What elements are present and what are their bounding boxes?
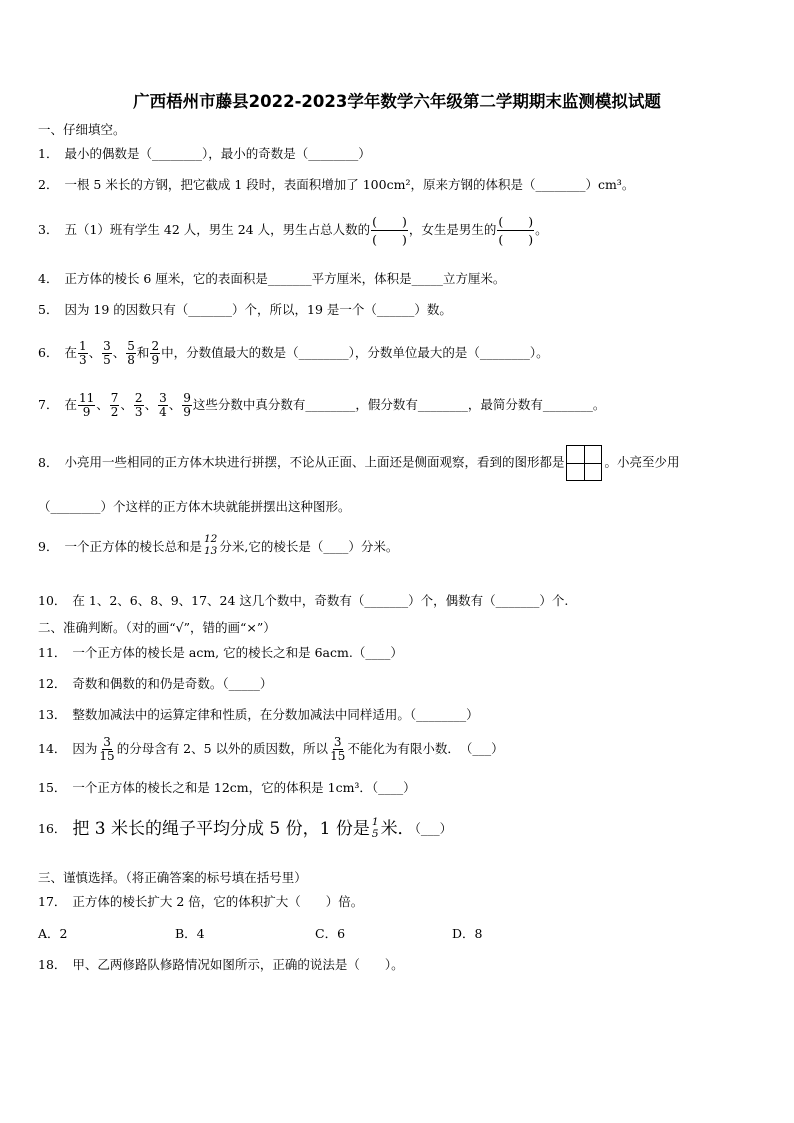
question-number: 6． bbox=[38, 345, 59, 360]
fraction-denominator: 3 bbox=[78, 353, 87, 367]
fraction bbox=[126, 340, 136, 367]
fraction-numerator: 3 bbox=[159, 391, 167, 405]
fraction-denominator: ( ) bbox=[498, 232, 534, 247]
fraction-numerator: 3 bbox=[333, 735, 342, 749]
question-number: 1． bbox=[38, 146, 59, 161]
fraction bbox=[78, 340, 88, 367]
fraction-numerator: 3 bbox=[103, 339, 111, 353]
section-2-heading: 二、准确判断。（对的画“√”，错的画“×”） bbox=[38, 620, 276, 635]
fraction-denominator: 15 bbox=[330, 749, 346, 763]
option-d[interactable]: D．8 bbox=[452, 926, 483, 941]
question-16 bbox=[38, 816, 452, 840]
question-17 bbox=[38, 893, 363, 911]
question-text: 把 3 米长的绳子平均分成 5 份，1 份是 bbox=[72, 819, 370, 839]
option-c[interactable]: C．6 bbox=[315, 926, 346, 941]
question-text: 一个正方体的棱长是 acm, 它的棱长之和是 6acm.（____） bbox=[72, 645, 403, 660]
question-text: （________）个这样的正方体木块就能拼摆出这种图形。 bbox=[38, 499, 351, 514]
question-text: 在 1、2、6、8、9、17、24 这几个数中，奇数有（_______）个，偶数有（_______）个. bbox=[72, 593, 569, 608]
question-number: 14． bbox=[38, 741, 67, 756]
separator: 、 bbox=[120, 397, 133, 412]
question-10 bbox=[38, 592, 568, 610]
fraction-denominator: 13 bbox=[203, 545, 218, 557]
question-number: 11． bbox=[38, 645, 67, 660]
question-11 bbox=[38, 644, 403, 662]
option-a[interactable]: A．2 bbox=[38, 926, 68, 941]
question-3 bbox=[38, 213, 548, 248]
question-12 bbox=[38, 675, 272, 693]
question-4 bbox=[38, 270, 505, 288]
square-grid-figure-icon bbox=[566, 445, 602, 481]
question-5 bbox=[38, 301, 452, 319]
fraction bbox=[329, 736, 346, 763]
blank-fraction bbox=[371, 213, 408, 248]
question-13 bbox=[38, 706, 479, 724]
question-8-continued bbox=[38, 498, 351, 516]
fraction-denominator: 15 bbox=[99, 749, 115, 763]
fraction bbox=[134, 392, 144, 419]
separator: 、 bbox=[88, 345, 102, 360]
fraction-numerator: 1 bbox=[78, 339, 87, 353]
fraction-numerator: 2 bbox=[134, 391, 143, 405]
section-3-heading: 三、谨慎选择。（将正确答案的标号填在括号里） bbox=[38, 870, 307, 885]
fraction-denominator: 2 bbox=[110, 405, 119, 419]
question-text: 。小亮至少用 bbox=[604, 454, 680, 470]
page-title: 广西梧州市藤县2022-2023学年数学六年级第二学期期末监测模拟试题 bbox=[133, 92, 661, 111]
separator: 、 bbox=[168, 397, 182, 412]
question-text: 的分母含有 2、5 以外的质因数，所以 bbox=[116, 741, 329, 756]
fraction-denominator: 9 bbox=[183, 405, 191, 419]
separator: 和 bbox=[136, 345, 150, 360]
question-text: 因为 bbox=[72, 741, 98, 756]
fraction-numerator: ( ) bbox=[498, 214, 534, 229]
question-1 bbox=[38, 145, 371, 163]
fraction bbox=[150, 340, 160, 367]
question-text: 米． bbox=[380, 819, 415, 839]
fraction-numerator: 5 bbox=[127, 339, 135, 353]
fraction bbox=[182, 392, 192, 419]
fraction-denominator: 5 bbox=[371, 828, 379, 840]
fraction-numerator: 3 bbox=[103, 735, 111, 749]
question-text: 奇数和偶数的和仍是奇数。（_____） bbox=[72, 676, 273, 691]
fraction-denominator: 9 bbox=[151, 353, 160, 367]
question-15 bbox=[38, 779, 416, 797]
fraction-numerator: ( ) bbox=[372, 214, 407, 229]
fraction bbox=[78, 392, 95, 419]
fraction-denominator: 4 bbox=[159, 405, 167, 419]
question-text: 正方体的棱长 6 厘米，它的表面积是_______平方厘米，体积是_____立方厘米。 bbox=[64, 271, 506, 286]
fraction-numerator: 7 bbox=[110, 391, 119, 405]
question-number: 16． bbox=[38, 821, 67, 836]
question-number: 18． bbox=[38, 957, 67, 972]
separator: 、 bbox=[112, 345, 126, 360]
question-text: 最小的偶数是（________），最小的奇数是（________） bbox=[64, 146, 371, 161]
fraction bbox=[371, 816, 380, 840]
question-text: 在 bbox=[64, 345, 77, 360]
question-text: 中，分数值最大的数是（________），分数单位最大的是（________）。 bbox=[161, 345, 549, 360]
fraction-numerator: 11 bbox=[78, 391, 95, 405]
question-number: 4． bbox=[38, 271, 59, 286]
question-text: ，女生是男生的 bbox=[408, 222, 497, 237]
fraction-denominator: 9 bbox=[82, 405, 91, 419]
question-9 bbox=[38, 533, 398, 557]
question-number: 2． bbox=[38, 177, 59, 192]
question-text: 分米,它的棱长是（____）分米。 bbox=[219, 539, 399, 554]
fraction-denominator: 8 bbox=[127, 353, 135, 367]
answer-blank: （___） bbox=[414, 821, 453, 836]
question-number: 5． bbox=[38, 302, 59, 317]
question-text: 一根 5 米长的方钢，把它截成 1 段时，表面积增加了 100cm²，原来方钢的体积是（________）cm³。 bbox=[64, 177, 635, 192]
question-text: 。 bbox=[535, 222, 548, 237]
fraction-denominator: 5 bbox=[103, 353, 111, 367]
fraction bbox=[102, 340, 112, 367]
question-text: 整数加减法中的运算定律和性质，在分数加减法中同样适用。（________） bbox=[72, 707, 479, 722]
question-text: 一个正方体的棱长之和是 12cm，它的体积是 1cm³．（____） bbox=[72, 780, 416, 795]
question-text: 不能化为有限小数． （___） bbox=[347, 741, 504, 756]
question-number: 7． bbox=[38, 397, 59, 412]
fraction bbox=[98, 736, 115, 763]
fraction bbox=[158, 392, 168, 419]
question-text: 五（1）班有学生 42 人，男生 24 人，男生占总人数的 bbox=[64, 222, 371, 237]
section-1-heading: 一、仔细填空。 bbox=[38, 122, 126, 137]
fraction-denominator: ( ) bbox=[372, 232, 407, 247]
question-8 bbox=[38, 445, 679, 481]
question-7 bbox=[38, 392, 605, 419]
question-text: 小亮用一些相同的正方体木块进行拼摆，不论从正面、上面还是侧面观察，看到的图形都是 bbox=[64, 454, 565, 470]
option-b[interactable]: B．4 bbox=[175, 926, 205, 941]
question-6 bbox=[38, 340, 549, 367]
question-text: 在 bbox=[64, 397, 77, 412]
fraction-denominator: 3 bbox=[134, 405, 143, 419]
fraction-numerator: 1 bbox=[371, 816, 379, 828]
blank-fraction bbox=[497, 213, 534, 248]
question-number: 8． bbox=[38, 454, 59, 470]
question-text: 正方体的棱长扩大 2 倍，它的体积扩大（ ）倍。 bbox=[72, 894, 364, 909]
separator: 、 bbox=[96, 397, 109, 412]
fraction-numerator: 2 bbox=[151, 339, 160, 353]
question-text: 甲、乙两修路队修路情况如图所示，正确的说法是（ ）。 bbox=[72, 957, 404, 972]
question-number: 13． bbox=[38, 707, 67, 722]
fraction bbox=[203, 533, 218, 557]
fraction-numerator: 12 bbox=[203, 533, 218, 545]
fraction bbox=[110, 392, 120, 419]
question-number: 12． bbox=[38, 676, 67, 691]
question-14 bbox=[38, 736, 504, 763]
fraction-numerator: 9 bbox=[183, 391, 191, 405]
separator: 、 bbox=[144, 397, 158, 412]
question-number: 3． bbox=[38, 222, 59, 237]
question-number: 9． bbox=[38, 539, 59, 554]
question-18 bbox=[38, 956, 404, 974]
question-number: 10． bbox=[38, 593, 67, 608]
question-number: 15． bbox=[38, 780, 67, 795]
question-number: 17． bbox=[38, 894, 67, 909]
question-2 bbox=[38, 176, 634, 194]
question-text: 因为 19 的因数只有（_______）个，所以，19 是一个（______）数。 bbox=[64, 302, 452, 317]
question-text: 这些分数中真分数有________，假分数有________，最简分数有________。 bbox=[192, 397, 606, 412]
question-text: 一个正方体的棱长总和是 bbox=[64, 539, 202, 554]
